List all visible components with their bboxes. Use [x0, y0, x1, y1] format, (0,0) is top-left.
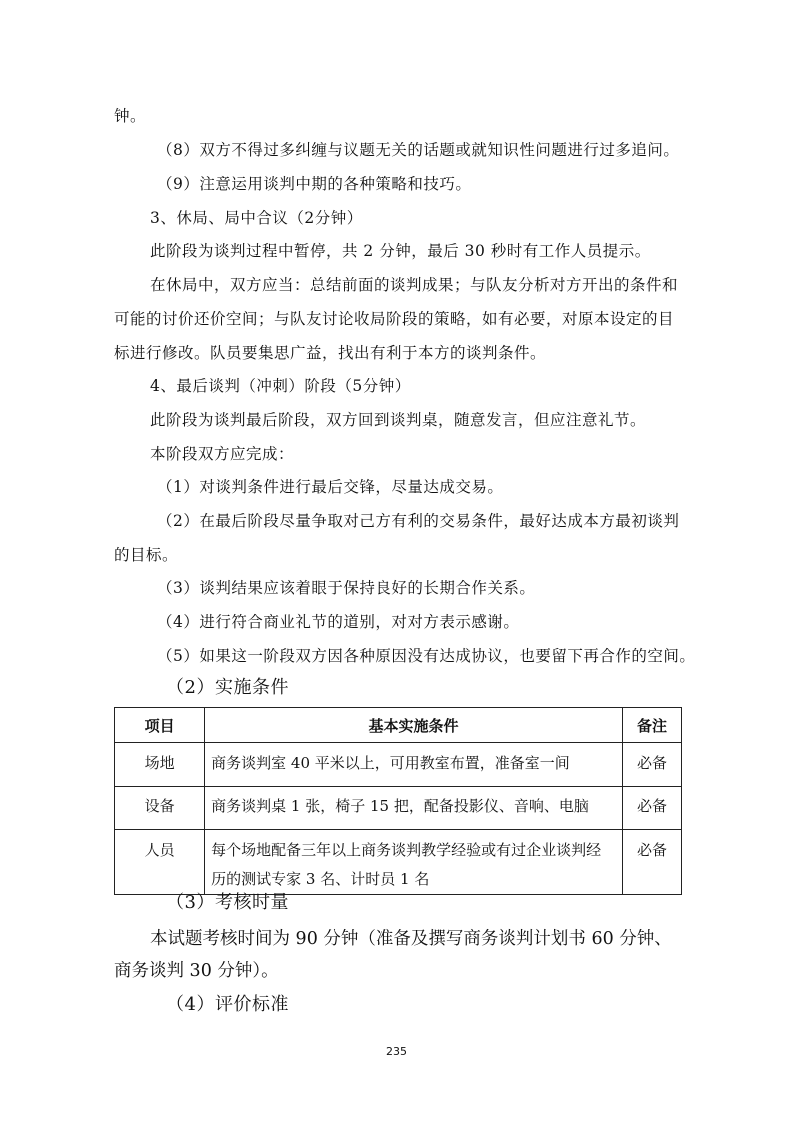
paragraph-line: 在休局中，双方应当：总结前面的谈判成果；与队友分析对方开出的条件和: [150, 276, 679, 294]
table-cell-condition: 商务谈判桌 1 张，椅子 15 把，配备投影仪、音响、电脑: [205, 787, 623, 830]
paragraph-line: （9）注意运用谈判中期的各种策略和技巧。: [157, 175, 472, 193]
paragraph-line: 商务谈判 30 分钟）。: [114, 961, 279, 981]
section-heading-criteria: （4）评价标准: [166, 994, 289, 1015]
table-header-cell: 备注: [622, 708, 681, 743]
paragraph-line: （4）进行符合商业礼节的道别，对对方表示感谢。: [157, 613, 520, 631]
page-number: 235: [386, 1045, 407, 1058]
paragraph-line: 可能的讨价还价空间；与队友讨论收局阶段的策略，如有必要，对原本设定的目: [114, 310, 675, 328]
paragraph-line: 此阶段为谈判过程中暂停，共 2 分钟，最后 30 秒时有工作人员提示。: [150, 242, 651, 260]
paragraph-line: 标进行修改。队员要集思广益，找出有利于本方的谈判条件。: [114, 344, 547, 362]
table-row: [115, 787, 682, 830]
section-heading-conditions: （2）实施条件: [166, 677, 289, 698]
paragraph-line: （1）对谈判条件进行最后交锋，尽量达成交易。: [157, 478, 504, 496]
table-cell-condition: 商务谈判室 40 平米以上，可用教室布置，准备室一间: [205, 743, 623, 787]
conditions-table: [114, 707, 682, 895]
paragraph-line: （3）谈判结果应该着眼于保持良好的长期合作关系。: [157, 579, 536, 597]
section-heading-time: （3）考核时量: [166, 892, 289, 913]
paragraph-line: 3、休局、局中合议（2分钟）: [150, 209, 363, 227]
table-cell-condition: 每个场地配备三年以上商务谈判教学经验或有过企业谈判经历的测试专家 3 名、计时员 1 名: [205, 830, 623, 895]
paragraph-line: 本阶段双方应完成：: [150, 445, 295, 463]
paragraph-line: （2）在最后阶段尽量争取对己方有利的交易条件，最好达成本方最初谈判: [157, 512, 680, 530]
paragraph-line: 本试题考核时间为 90 分钟（准备及撰写商务谈判计划书 60 分钟、: [150, 929, 672, 949]
table-cell-item: 设备: [115, 787, 205, 830]
table-cell-item: 人员: [115, 830, 205, 895]
paragraph-line: 4、最后谈判（冲刺）阶段（5分钟）: [150, 377, 411, 395]
table-header-cell: 基本实施条件: [205, 708, 623, 743]
paragraph-line: 此阶段为谈判最后阶段，双方回到谈判桌，随意发言，但应注意礼节。: [150, 411, 647, 429]
paragraph-line: 钟。: [114, 107, 147, 125]
paragraph-line: 的目标。: [114, 546, 179, 564]
table-row: [115, 743, 682, 787]
table-cell-item: 场地: [115, 743, 205, 787]
table-cell-note: 必备: [622, 743, 681, 787]
table-header-row: [115, 708, 682, 743]
paragraph-line: （8）双方不得过多纠缠与议题无关的话题或就知识性问题进行过多追问。: [157, 141, 680, 159]
table-row: [115, 830, 682, 895]
table-header-cell: 项目: [115, 708, 205, 743]
table-cell-note: 必备: [622, 787, 681, 830]
table-cell-note: 必备: [622, 830, 681, 895]
paragraph-line: （5）如果这一阶段双方因各种原因没有达成协议，也要留下再合作的空间。: [157, 647, 696, 665]
